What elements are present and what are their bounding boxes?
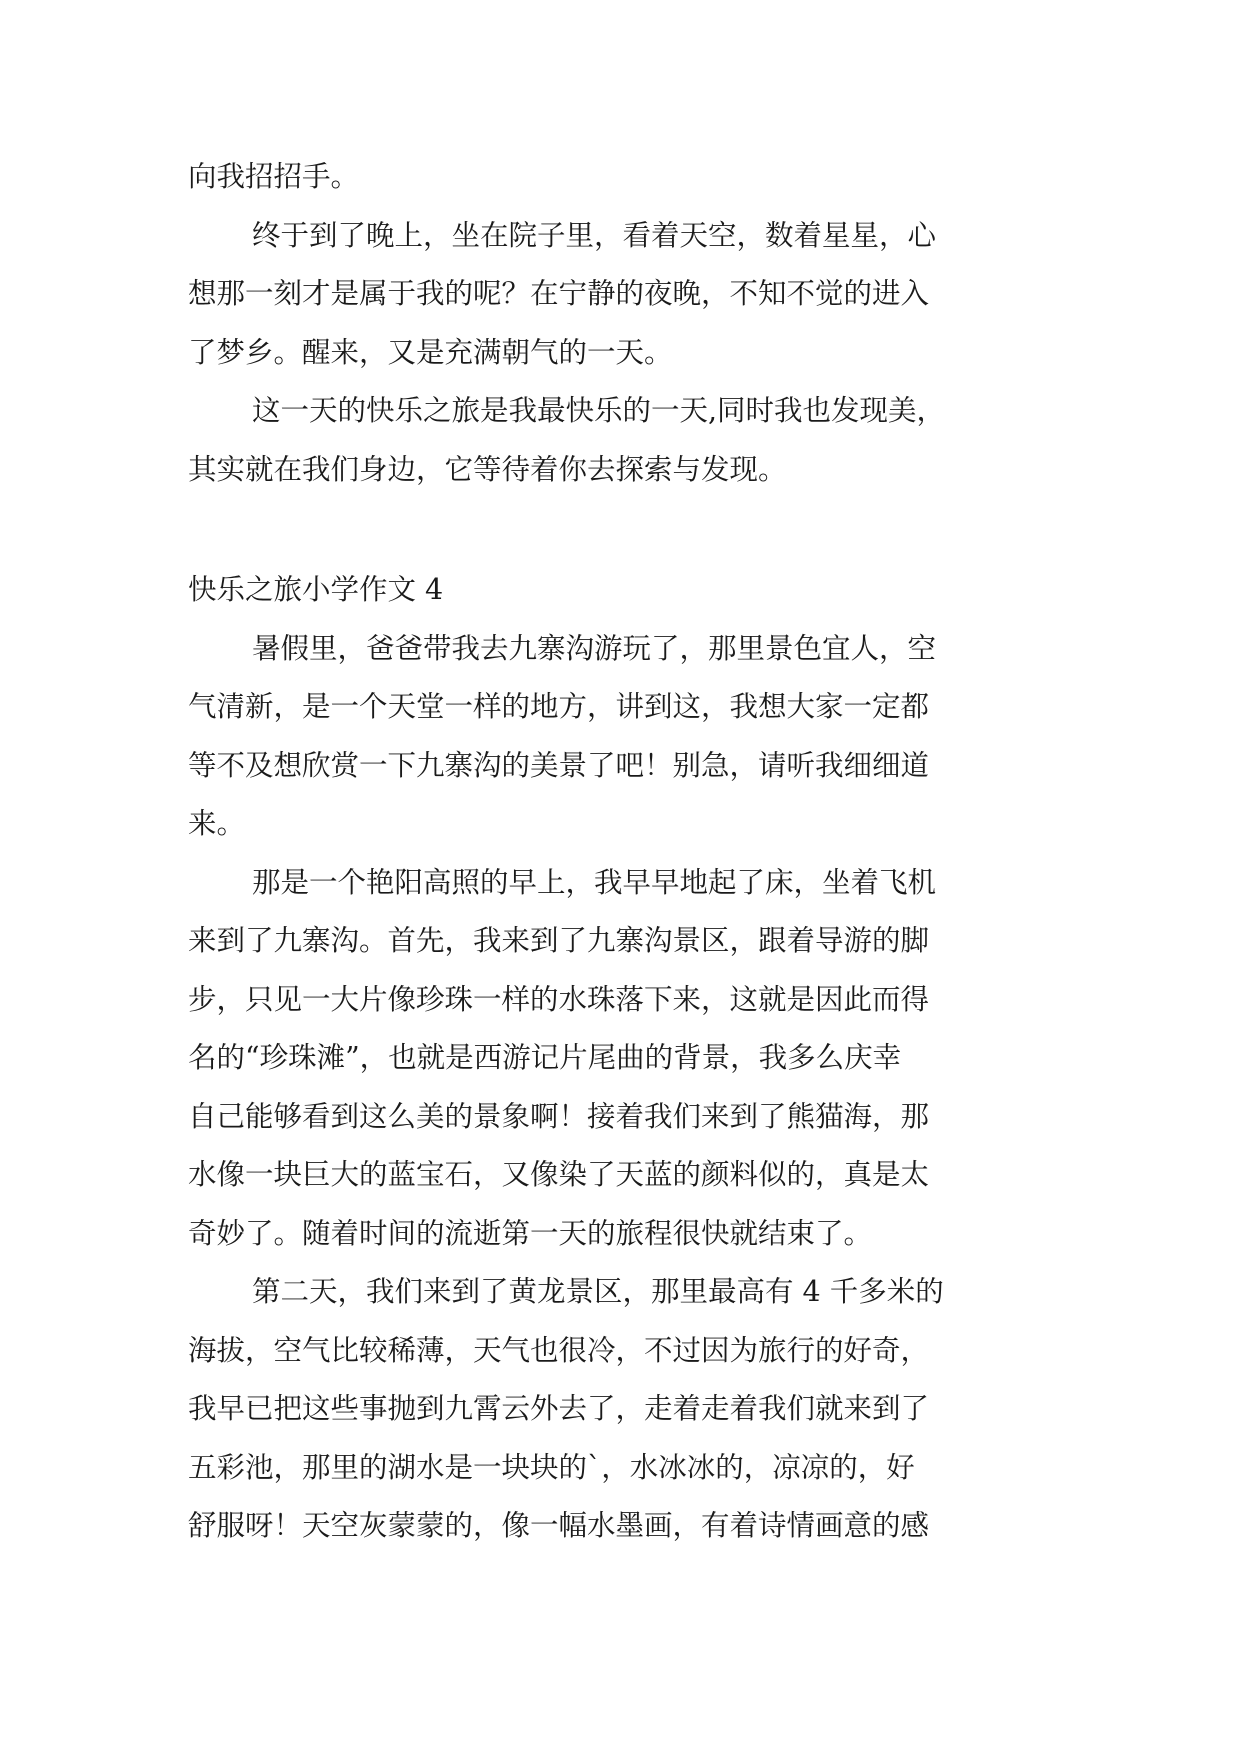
paragraph-day-two [188, 1263, 1058, 1556]
text-line: 向我招招手。 [188, 160, 360, 193]
essay-title: 快乐之旅小学作文 4 [188, 573, 444, 606]
text-line: 海拔，空气比较稀薄，天气也很冷，不过因为旅行的好奇， [188, 1333, 930, 1367]
paragraph-evening [188, 207, 1058, 383]
text-line: 终于到了晚上，坐在院子里，看着天空，数着星星，心 [252, 218, 937, 252]
text-line: 这一天的快乐之旅是我最快乐的一天,同时我也发现美， [252, 394, 946, 427]
text-line: 名的“珍珠滩”，也就是西游记片尾曲的背景，我多么庆幸 [188, 1041, 902, 1074]
text-line: 第二天，我们来到了黄龙景区，那里最高有 4 千多米的 [252, 1275, 944, 1308]
text-line: 其实就在我们身边，它等待着你去探索与发现。 [188, 452, 787, 486]
document-page [188, 148, 1058, 1556]
text-line: 水像一块巨大的蓝宝石，又像染了天蓝的颜料似的，真是太 [188, 1158, 930, 1191]
text-line: 步，只见一大片像珍珠一样的水珠落下来，这就是因此而得 [188, 982, 930, 1016]
text-line: 五彩池，那里的湖水是一块块的`，水冰冰的，凉凉的，好 [188, 1450, 915, 1484]
paragraph-day-one [188, 854, 1058, 1264]
text-line: 奇妙了。随着时间的流逝第一天的旅程很快就结束了。 [188, 1216, 873, 1250]
text-line: 暑假里，爸爸带我去九寨沟游玩了，那里景色宜人，空 [252, 631, 937, 665]
text-line: 气清新，是一个天堂一样的地方，讲到这，我想大家一定都 [188, 690, 930, 723]
text-line: 来。 [188, 807, 246, 840]
text-line: 我早已把这些事抛到九霄云外去了，走着走着我们就来到了 [188, 1392, 930, 1425]
text-line: 想那一刻才是属于我的呢？在宁静的夜晚，不知不觉的进入 [188, 277, 930, 310]
section-gap [188, 499, 1058, 561]
text-line: 来到了九寨沟。首先，我来到了九寨沟景区，跟着导游的脚 [188, 924, 930, 957]
paragraph-continuation [188, 148, 1058, 207]
text-line: 了梦乡。醒来，又是充满朝气的一天。 [188, 335, 673, 369]
text-line: 等不及想欣赏一下九寨沟的美景了吧！别急，请听我细细道 [188, 748, 930, 782]
text-line: 舒服呀！天空灰蒙蒙的，像一幅水墨画，有着诗情画意的感 [188, 1509, 930, 1542]
paragraph-intro [188, 620, 1058, 854]
text-line: 那是一个艳阳高照的早上，我早早地起了床，坐着飞机 [252, 865, 937, 899]
text-line: 自己能够看到这么美的景象啊！接着我们来到了熊猫海，那 [188, 1099, 930, 1133]
paragraph-conclusion [188, 382, 1058, 499]
